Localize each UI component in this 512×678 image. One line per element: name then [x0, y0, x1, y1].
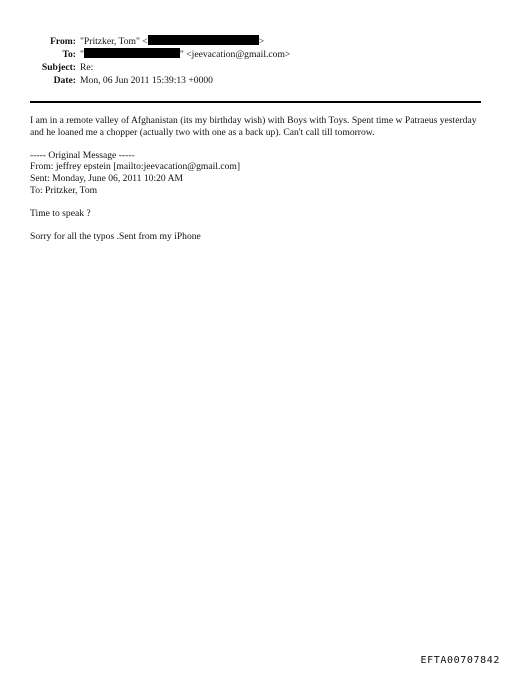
email-body [30, 115, 485, 243]
date-value: Mon, 06 Jun 2011 15:39:13 +0000 [80, 75, 213, 86]
date-row [0, 74, 512, 87]
subject-row [0, 61, 512, 74]
redaction-box [84, 48, 180, 58]
from-value [80, 35, 264, 48]
original-text: Time to speak ? [30, 207, 91, 219]
to-open: " [80, 49, 84, 60]
subject-label: Subject: [41, 62, 76, 73]
to-close: " <jeevacation@gmail.com> [179, 49, 291, 60]
original-sent: Sent: Monday, June 06, 2011 10:20 AM [30, 172, 184, 184]
original-from: From: jeffrey epstein [mailto:jeevacation@gmail.com] [30, 161, 241, 173]
from-label: From: [50, 36, 76, 47]
to-row [0, 48, 512, 61]
original-to: To: Pritzker, Tom [30, 184, 98, 196]
signature: Sorry for all the typos .Sent from my iPhone [30, 230, 201, 242]
document-id: EFTA00707842 [420, 655, 500, 666]
original-message-heading: ----- Original Message ----- [30, 149, 135, 161]
spacer [30, 196, 485, 208]
to-label: To: [62, 49, 76, 60]
from-close: > [258, 36, 265, 47]
from-name: "Pritzker, Tom" < [80, 36, 148, 47]
subject-value: Re: [80, 62, 94, 73]
spacer [30, 219, 485, 231]
spacer [30, 138, 485, 150]
email-header [0, 35, 512, 87]
message-text: I am in a remote valley of Afghanistan (its my birthday wish) with Boys with Toys. Spent time w Patraeus yesterday and he loaned me a chopper (actually two with one as a back up). Can't call till tomorrow. [30, 115, 477, 138]
to-value [80, 48, 290, 61]
date-label: Date: [53, 75, 76, 86]
from-row [0, 35, 512, 48]
redaction-box [148, 35, 259, 45]
header-divider [30, 101, 481, 103]
